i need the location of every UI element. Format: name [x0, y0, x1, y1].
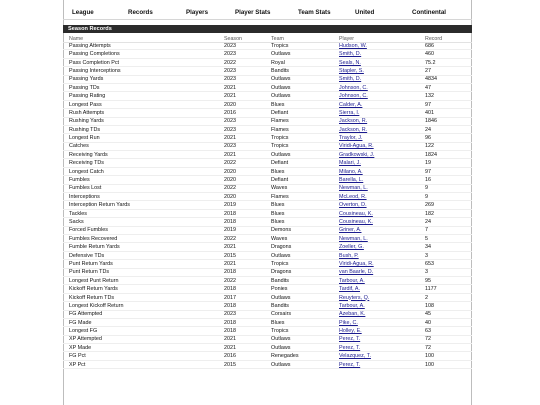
record-value: 4834: [425, 76, 437, 83]
record-value: 686: [425, 42, 434, 49]
record-name: Passing Yards: [69, 76, 104, 83]
player-link[interactable]: Gradkowski, J.: [339, 151, 375, 158]
record-name: Interception Return Yards: [69, 202, 130, 209]
record-name: XP Pct: [69, 361, 86, 368]
table-row: [63, 126, 472, 134]
top-nav: [63, 5, 472, 20]
player-link[interactable]: Viridi-Agua, R.: [339, 260, 374, 267]
team-cell: Flames: [271, 118, 289, 125]
table-row: [63, 201, 472, 209]
season-cell: 2023: [224, 126, 236, 133]
team-cell: Tropics: [271, 260, 289, 267]
table-row: [63, 235, 472, 243]
record-value: 269: [425, 202, 434, 209]
player-link[interactable]: Velazquez, T.: [339, 353, 371, 360]
player-link[interactable]: Overton, D.: [339, 202, 367, 209]
season-cell: 2023: [224, 51, 236, 58]
table-row: [63, 84, 472, 92]
player-link[interactable]: Hudson, W.: [339, 42, 367, 49]
season-cell: 2022: [224, 59, 236, 66]
col-team: Team: [271, 35, 284, 42]
record-value: 460: [425, 51, 434, 58]
table-row: [63, 218, 472, 226]
record-name: FG Made: [69, 319, 92, 326]
season-cell: 2020: [224, 193, 236, 200]
team-cell: Tropics: [271, 42, 289, 49]
team-cell: Outlaws: [271, 76, 291, 83]
player-link[interactable]: Cousineau, K.: [339, 219, 373, 225]
nav-league[interactable]: League: [72, 8, 94, 16]
team-cell: Outlaws: [271, 344, 291, 351]
record-value: 653: [425, 260, 434, 267]
player-link[interactable]: Perez, T.: [339, 344, 361, 351]
record-name: Rushing Yards: [69, 118, 104, 125]
table-row: [63, 227, 472, 235]
record-name: Longest Kickoff Return: [69, 302, 124, 309]
table-row: [63, 76, 472, 84]
table-row: [63, 210, 472, 218]
table-row: [63, 109, 472, 117]
table-row: [63, 134, 472, 142]
record-name: Longest FG: [69, 328, 98, 335]
record-name: Sacks: [69, 219, 84, 225]
table-row: [63, 243, 472, 251]
record-value: 63: [425, 328, 431, 335]
record-name: Passing Attempts: [69, 42, 111, 49]
record-value: 19: [425, 160, 431, 167]
record-name: Fumbles Lost: [69, 185, 102, 192]
table-row: [63, 361, 472, 369]
record-name: Longest Pass: [69, 101, 102, 108]
team-cell: Bandits: [271, 302, 289, 309]
record-name: Passing TDs: [69, 84, 100, 91]
team-cell: Blues: [271, 219, 285, 225]
record-name: Passing Interceptions: [69, 67, 121, 74]
season-cell: 2022: [224, 277, 236, 284]
player-link[interactable]: Stapler, S.: [339, 67, 364, 74]
player-link[interactable]: Tardif, A.: [339, 286, 360, 293]
record-value: 72: [425, 344, 431, 351]
table-row: [63, 344, 472, 352]
record-value: 100: [425, 361, 434, 368]
team-cell: Royal: [271, 59, 285, 66]
record-value: 47: [425, 84, 431, 91]
team-cell: Outlaws: [271, 51, 291, 58]
player-link[interactable]: Tarbour, A.: [339, 277, 365, 284]
record-name: Longest Punt Return: [69, 277, 119, 284]
record-value: 24: [425, 219, 431, 225]
record-value: 40: [425, 319, 431, 326]
season-cell: 2019: [224, 227, 236, 234]
team-cell: Outlaws: [271, 294, 291, 301]
team-cell: Blues: [271, 202, 285, 209]
team-cell: Outlaws: [271, 336, 291, 343]
player-link[interactable]: Viridi-Agua, R.: [339, 143, 374, 150]
season-cell: 2021: [224, 135, 236, 142]
season-cell: 2016: [224, 353, 236, 360]
record-name: Tackles: [69, 210, 87, 217]
table-row: [63, 302, 472, 310]
table-row: [63, 159, 472, 167]
record-value: 97: [425, 101, 431, 108]
team-cell: Outlaws: [271, 84, 291, 91]
table-row: [63, 311, 472, 319]
player-link[interactable]: Perez, T.: [339, 336, 361, 343]
col-record: Record: [425, 35, 443, 42]
player-link[interactable]: Pike, C.: [339, 319, 358, 326]
table-row: [63, 42, 472, 50]
team-cell: Waves: [271, 185, 288, 192]
season-cell: 2023: [224, 76, 236, 83]
record-value: 401: [425, 109, 434, 116]
nav-continental[interactable]: Continental: [412, 8, 447, 16]
record-name: Longest Catch: [69, 168, 104, 175]
team-cell: Tropics: [271, 328, 289, 335]
record-name: Receiving TDs: [69, 160, 104, 167]
record-value: 108: [425, 302, 434, 309]
record-value: 95: [425, 277, 431, 284]
nav-players[interactable]: Players: [186, 8, 209, 16]
player-link[interactable]: Jackson, R.: [339, 118, 368, 125]
table-row: [63, 294, 472, 302]
nav-team-stats[interactable]: Team Stats: [298, 8, 331, 16]
team-cell: Flames: [271, 126, 289, 133]
records-page: [63, 0, 472, 405]
table-row: [63, 269, 472, 277]
season-cell: 2018: [224, 302, 236, 309]
player-link[interactable]: Perez, T.: [339, 361, 361, 368]
season-cell: 2021: [224, 244, 236, 251]
player-link[interactable]: Azeban, K.: [339, 311, 366, 318]
record-value: 27: [425, 67, 431, 74]
table-row: [63, 185, 472, 193]
season-cell: 2023: [224, 143, 236, 150]
record-value: 1846: [425, 118, 437, 125]
player-link[interactable]: Milano, A.: [339, 168, 363, 175]
table-row: [63, 336, 472, 344]
col-player: Player: [339, 35, 355, 42]
season-cell: 2021: [224, 336, 236, 343]
season-cell: 2016: [224, 109, 236, 116]
record-name: Rushing TDs: [69, 126, 101, 133]
table-row: [63, 59, 472, 67]
player-link[interactable]: Griner, A.: [339, 227, 362, 234]
player-link[interactable]: Malari, J.: [339, 160, 361, 167]
team-cell: Outlaws: [271, 151, 291, 158]
table-row: [63, 101, 472, 109]
season-cell: 2022: [224, 235, 236, 242]
player-link[interactable]: Seals, N.: [339, 59, 361, 66]
table-row: [63, 252, 472, 260]
player-link[interactable]: Smith, D.: [339, 76, 362, 83]
record-value: 1177: [425, 286, 437, 293]
table-row: [63, 352, 472, 360]
season-cell: 2021: [224, 93, 236, 100]
table-row: [63, 143, 472, 151]
record-name: Receiving Yards: [69, 151, 108, 158]
player-link[interactable]: Jackson, R.: [339, 126, 368, 133]
nav-united[interactable]: United: [355, 8, 375, 16]
record-value: 45: [425, 311, 431, 318]
table-row: [63, 168, 472, 176]
record-name: Forced Fumbles: [69, 227, 108, 234]
record-value: 3: [425, 269, 428, 276]
section-title: Season Records: [68, 25, 112, 32]
record-value: 75.2: [425, 59, 436, 66]
table-row: [63, 193, 472, 201]
player-link[interactable]: Smith, D.: [339, 51, 362, 58]
record-value: 9: [425, 185, 428, 192]
team-cell: Outlaws: [271, 93, 291, 100]
record-name: Longest Run: [69, 135, 100, 142]
season-cell: 2021: [224, 344, 236, 351]
season-cell: 2021: [224, 84, 236, 91]
record-value: 1824: [425, 151, 437, 158]
season-cell: 2020: [224, 177, 236, 184]
player-link[interactable]: Newman, L.: [339, 235, 368, 242]
table-row: [63, 319, 472, 327]
record-name: Interceptions: [69, 193, 100, 200]
season-cell: 2019: [224, 202, 236, 209]
record-value: 96: [425, 135, 431, 142]
team-cell: Tropics: [271, 143, 289, 150]
team-cell: Bandits: [271, 67, 289, 74]
season-cell: 2017: [224, 294, 236, 301]
record-name: Fumbles: [69, 177, 90, 184]
player-link[interactable]: Bush, P.: [339, 252, 359, 259]
team-cell: Defiant: [271, 109, 289, 116]
record-value: 34: [425, 244, 431, 251]
team-cell: Blues: [271, 210, 285, 217]
player-link[interactable]: Holley, E.: [339, 328, 362, 335]
record-name: Kickoff Return TDs: [69, 294, 115, 301]
record-name: Defensive TDs: [69, 252, 105, 259]
team-cell: Ponies: [271, 286, 288, 293]
season-cell: 2018: [224, 328, 236, 335]
team-cell: Bandits: [271, 277, 289, 284]
team-cell: Tropics: [271, 135, 289, 142]
nav-player-stats[interactable]: Player Stats: [235, 8, 271, 16]
record-value: 2: [425, 294, 428, 301]
season-cell: 2023: [224, 311, 236, 318]
player-link[interactable]: Zoeller, G.: [339, 244, 364, 251]
season-cell: 2018: [224, 269, 236, 276]
record-value: 7: [425, 227, 428, 234]
record-name: FG Attempted: [69, 311, 103, 318]
record-name: Passing Rating: [69, 93, 106, 100]
player-link[interactable]: Newman, L.: [339, 185, 368, 192]
team-cell: Outlaws: [271, 252, 291, 259]
record-name: XP Attempted: [69, 336, 102, 343]
section-header: [63, 25, 472, 33]
team-cell: Demons: [271, 227, 292, 234]
col-season: Season: [224, 35, 242, 42]
season-cell: 2018: [224, 210, 236, 217]
record-value: 182: [425, 210, 434, 217]
table-row: [63, 176, 472, 184]
record-value: 97: [425, 168, 431, 175]
record-value: 122: [425, 143, 434, 150]
season-cell: 2021: [224, 151, 236, 158]
table-row: [63, 50, 472, 58]
season-cell: 2015: [224, 361, 236, 368]
team-cell: Blues: [271, 319, 285, 326]
player-link[interactable]: van Baarle, D.: [339, 269, 374, 276]
table-row: [63, 118, 472, 126]
season-cell: 2022: [224, 160, 236, 167]
table-row: [63, 277, 472, 285]
season-cell: 2022: [224, 185, 236, 192]
season-cell: 2018: [224, 286, 236, 293]
player-link[interactable]: Sierra, I.: [339, 109, 360, 116]
team-cell: Flames: [271, 193, 289, 200]
record-name: Catches: [69, 143, 89, 150]
team-cell: Renegades: [271, 353, 299, 360]
record-name: FG Pct: [69, 353, 86, 360]
season-cell: 2021: [224, 260, 236, 267]
team-cell: Defiant: [271, 160, 289, 167]
record-name: Pass Completion Pct: [69, 59, 120, 66]
team-cell: Corsairs: [271, 311, 292, 318]
season-cell: 2018: [224, 319, 236, 326]
record-name: Punt Return Yards: [69, 260, 113, 267]
record-value: 5: [425, 235, 428, 242]
records-table: [63, 42, 472, 369]
team-cell: Defiant: [271, 177, 289, 184]
record-name: Rush Attempts: [69, 109, 105, 116]
record-value: 132: [425, 93, 434, 100]
player-link[interactable]: Johnson, C.: [339, 84, 368, 91]
nav-records[interactable]: Records: [128, 8, 153, 16]
team-cell: Blues: [271, 101, 285, 108]
season-cell: 2020: [224, 168, 236, 175]
table-row: [63, 151, 472, 159]
record-name: XP Made: [69, 344, 92, 351]
team-cell: Dragons: [271, 269, 292, 276]
team-cell: Blues: [271, 168, 285, 175]
record-name: Punt Return TDs: [69, 269, 110, 276]
table-row: [63, 92, 472, 100]
record-value: 9: [425, 193, 428, 200]
season-cell: 2015: [224, 252, 236, 259]
record-value: 3: [425, 252, 428, 259]
table-row: [63, 327, 472, 335]
season-cell: 2023: [224, 67, 236, 74]
record-value: 16: [425, 177, 431, 184]
col-name: Name: [69, 35, 84, 42]
season-cell: 2018: [224, 219, 236, 225]
record-name: Passing Completions: [69, 51, 120, 58]
record-name: Kickoff Return Yards: [69, 286, 118, 293]
player-link[interactable]: Barella, L.: [339, 177, 364, 184]
record-value: 100: [425, 353, 434, 360]
season-cell: 2023: [224, 42, 236, 49]
team-cell: Waves: [271, 235, 288, 242]
record-name: Fumble Return Yards: [69, 244, 120, 251]
player-link[interactable]: McLeod, R.: [339, 193, 367, 200]
team-cell: Dragons: [271, 244, 292, 251]
table-row: [63, 260, 472, 268]
table-row: [63, 67, 472, 75]
record-name: Fumbles Recovered: [69, 235, 118, 242]
table-row: [63, 285, 472, 293]
record-value: 72: [425, 336, 431, 343]
player-link[interactable]: Calder, A.: [339, 101, 363, 108]
team-cell: Outlaws: [271, 361, 291, 368]
player-link[interactable]: Reuyters, Q.: [339, 294, 370, 301]
season-cell: 2020: [224, 101, 236, 108]
player-link[interactable]: Traylor, J.: [339, 135, 363, 142]
season-cell: 2023: [224, 118, 236, 125]
player-link[interactable]: Tarbour, A.: [339, 302, 365, 309]
player-link[interactable]: Cousineau, K.: [339, 210, 373, 217]
record-value: 24: [425, 126, 431, 133]
player-link[interactable]: Johnson, C.: [339, 93, 368, 100]
